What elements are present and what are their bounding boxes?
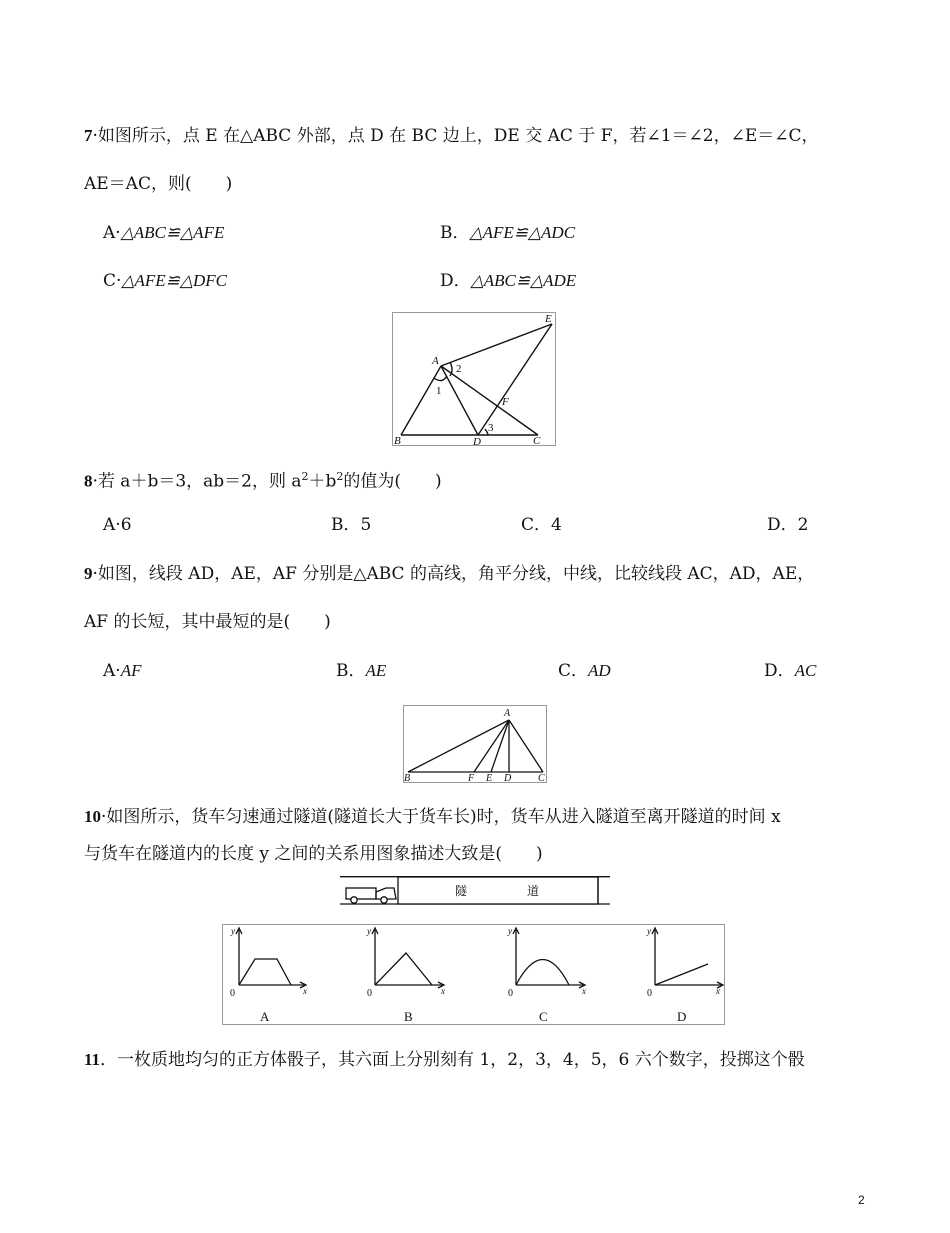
q7-option-c: C·△AFE≌△DFC: [103, 271, 227, 291]
q10-number: 10: [84, 807, 101, 826]
q9-triangle-figure: [403, 705, 547, 783]
tunnel-truck-figure: [340, 876, 610, 905]
q7-number: 7: [84, 126, 93, 145]
q10-text: ·如图所示，货车匀速通过隧道(隧道长大于货车长)时，货车从进入隧道至离开隧道的时间 x: [101, 807, 781, 827]
graph-a: [230, 926, 307, 1024]
truck-icon: [346, 888, 376, 899]
q7-option-a: A·△ABC≌△AFE: [103, 223, 225, 243]
graph-c-caption: C: [539, 1009, 548, 1024]
tunnel-label-dao: 道: [527, 884, 540, 898]
q9-text: ·如图，线段 AD，AE，AF 分别是△ABC 的高线，角平分线，中线，比较线段 AC，AD，AE，: [92, 564, 815, 584]
q9-line2: AF 的长短，其中最短的是( ): [84, 612, 331, 632]
label-d: D: [473, 436, 481, 446]
angle-3-label: 3: [488, 422, 494, 434]
q9-option-c: C．AD: [558, 661, 611, 681]
q10-graph-options: [222, 924, 725, 1025]
q8-option-b: B．5: [331, 515, 372, 535]
q9-option-d: D．AC: [764, 661, 817, 681]
label-f: F: [502, 396, 509, 408]
q7-line1: [84, 125, 819, 147]
angle-1-label: 1: [436, 385, 442, 397]
graph-d: [646, 926, 723, 1024]
label-d: D: [504, 773, 512, 783]
tunnel-label-sui: 隧: [455, 884, 468, 898]
angle-2-label: 2: [456, 363, 462, 375]
q8-option-c: C．4: [521, 515, 562, 535]
q9-line1: [84, 563, 814, 585]
q9-option-b: B．AE: [336, 661, 387, 681]
svg-text:0: 0: [367, 988, 372, 999]
q7-option-d: D．△ABC≌△ADE: [440, 271, 577, 291]
q8-option-a: A·6: [103, 515, 132, 535]
svg-text:y: y: [367, 926, 371, 936]
graph-b-caption: B: [404, 1009, 413, 1024]
graph-d-caption: D: [677, 1009, 687, 1024]
label-a: A: [432, 355, 439, 367]
q8-option-d: D．2: [767, 515, 809, 535]
q7-triangle-figure: [392, 312, 556, 446]
svg-text:y: y: [231, 926, 235, 936]
svg-text:y: y: [647, 926, 651, 936]
q7-option-b: B．△AFE≌△ADC: [440, 223, 576, 243]
svg-text:0: 0: [230, 988, 235, 999]
svg-text:x: x: [716, 986, 720, 996]
q7-text: ·如图所示，点 E 在△ABC 外部，点 D 在 BC 边上，DE 交 AC 于 F，若∠1＝∠2，∠E＝∠C，: [92, 126, 819, 146]
graph-a-caption: A: [260, 1009, 270, 1024]
q8-number: 8: [84, 471, 93, 491]
q8-line1: 8·若 a＋b＝3，ab＝2，则 $a^2+b^2$的值为( ): [84, 470, 442, 492]
graph-c: [507, 926, 586, 1024]
svg-text:0: 0: [508, 988, 513, 999]
svg-text:x: x: [303, 986, 307, 996]
label-a: A: [504, 708, 511, 719]
label-c: C: [538, 773, 545, 783]
svg-text:y: y: [508, 926, 512, 936]
label-b: B: [404, 773, 411, 783]
q11-number: 11: [84, 1050, 101, 1069]
page-number: 2: [858, 1193, 865, 1207]
label-e: E: [486, 773, 493, 783]
q10-line2: 与货车在隧道内的长度 y 之间的关系用图象描述大致是( ): [84, 844, 543, 864]
svg-text:x: x: [441, 986, 445, 996]
label-f: F: [468, 773, 475, 783]
q9-option-a: A·AF: [103, 661, 142, 681]
label-c: C: [533, 435, 541, 446]
q11-line1: [84, 1049, 805, 1071]
q11-text: ．一枚质地均匀的正方体骰子，其六面上分别刻有 1，2，3，4，5，6 六个数字，投掷这个骰: [100, 1050, 805, 1070]
q9-number: 9: [84, 564, 93, 583]
label-b: B: [394, 435, 401, 446]
q7-line2: AE＝AC，则( ): [84, 174, 233, 194]
q10-line1: [84, 806, 781, 828]
label-e: E: [545, 313, 552, 325]
svg-text:x: x: [582, 986, 586, 996]
graph-b: [366, 926, 445, 1024]
svg-text:0: 0: [647, 988, 652, 999]
